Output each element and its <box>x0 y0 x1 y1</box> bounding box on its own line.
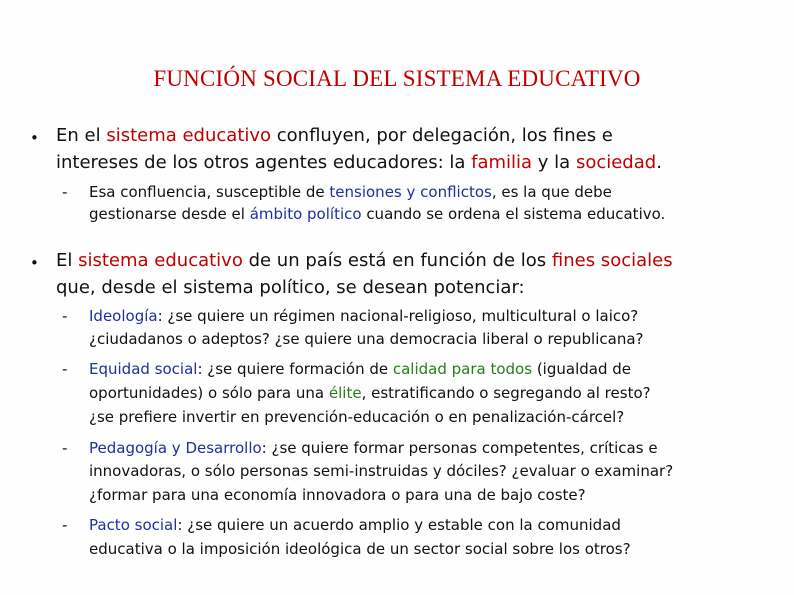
sub-marker: - <box>62 439 68 457</box>
text: y la <box>532 152 576 173</box>
text: El <box>56 250 79 271</box>
highlight: Pacto social <box>89 516 178 534</box>
text: : ¿se quiere formación de <box>197 360 393 378</box>
sub-line-1 <box>89 306 779 327</box>
highlight: tensiones y conflictos <box>329 183 492 201</box>
bullet-marker: • <box>30 254 39 272</box>
sub-line-1 <box>89 438 779 459</box>
highlight: calidad para todos <box>392 360 533 378</box>
highlight: Ideología <box>89 307 158 325</box>
slide-title: FUNCIÓN SOCIAL DEL SISTEMA EDUCATIVO <box>153 66 641 91</box>
text: En el <box>56 125 107 146</box>
sub-line-2: innovadoras, o sólo personas semi-instruidas y dóciles? ¿evaluar o examinar? <box>89 462 674 480</box>
highlight: Pedagogía y Desarrollo <box>89 439 262 457</box>
highlight: familia <box>471 152 533 173</box>
bullet-marker: • <box>30 129 39 147</box>
text: gestionarse desde el <box>89 205 250 223</box>
bullet-2-line-2: que, desde el sistema político, se desean potenciar: <box>56 277 525 298</box>
bullet-1-line-1 <box>56 124 794 148</box>
text: : ¿se quiere formar personas competentes, críticas e <box>261 439 658 457</box>
sub-line-2 <box>89 383 779 404</box>
sub-line-1 <box>89 515 779 536</box>
bullet-2-line-1 <box>56 249 794 273</box>
sub-line-2: educativa o la imposición ideológica de un sector social sobre los otros? <box>89 540 631 558</box>
highlight: fines sociales <box>551 250 673 271</box>
text: : ¿se quiere un régimen nacional-religioso, multicultural o laico? <box>157 307 639 325</box>
text: . <box>656 152 662 173</box>
text: intereses de los otros agentes educadores: la <box>56 152 472 173</box>
text: confluyen, por delegación, los fines e <box>271 125 613 146</box>
text: Esa confluencia, susceptible de <box>89 183 330 201</box>
sub-marker: - <box>62 183 68 201</box>
sub-marker: - <box>62 360 68 378</box>
highlight: élite <box>328 384 362 402</box>
sub-line-1 <box>89 182 779 203</box>
highlight: Equidad social <box>89 360 198 378</box>
sub-marker: - <box>62 307 68 325</box>
text: cuando se ordena el sistema educativo. <box>361 205 666 223</box>
text: oportunidades) o sólo para una <box>89 384 329 402</box>
highlight: sistema educativo <box>78 250 243 271</box>
text: de un país está en función de los <box>242 250 552 271</box>
sub-line-1 <box>89 359 779 380</box>
sub-line-3: ¿formar para una economía innovadora o para una de bajo coste? <box>89 486 586 504</box>
highlight: sistema educativo <box>106 125 272 146</box>
sub-line-2 <box>89 204 779 225</box>
bullet-1-line-2 <box>56 151 794 175</box>
sub-marker: - <box>62 516 68 534</box>
highlight: sociedad <box>575 152 657 173</box>
text: , estratificando o segregando al resto? <box>361 384 651 402</box>
text: : ¿se quiere un acuerdo amplio y estable con la comunidad <box>177 516 621 534</box>
highlight: ámbito político <box>249 205 362 223</box>
text: , es la que debe <box>491 183 612 201</box>
text: (igualdad de <box>532 360 631 378</box>
sub-line-3: ¿se prefiere invertir en prevención-educación o en penalización-cárcel? <box>89 408 625 426</box>
sub-line-2: ¿ciudadanos o adeptos? ¿se quiere una democracia liberal o republicana? <box>89 330 644 348</box>
